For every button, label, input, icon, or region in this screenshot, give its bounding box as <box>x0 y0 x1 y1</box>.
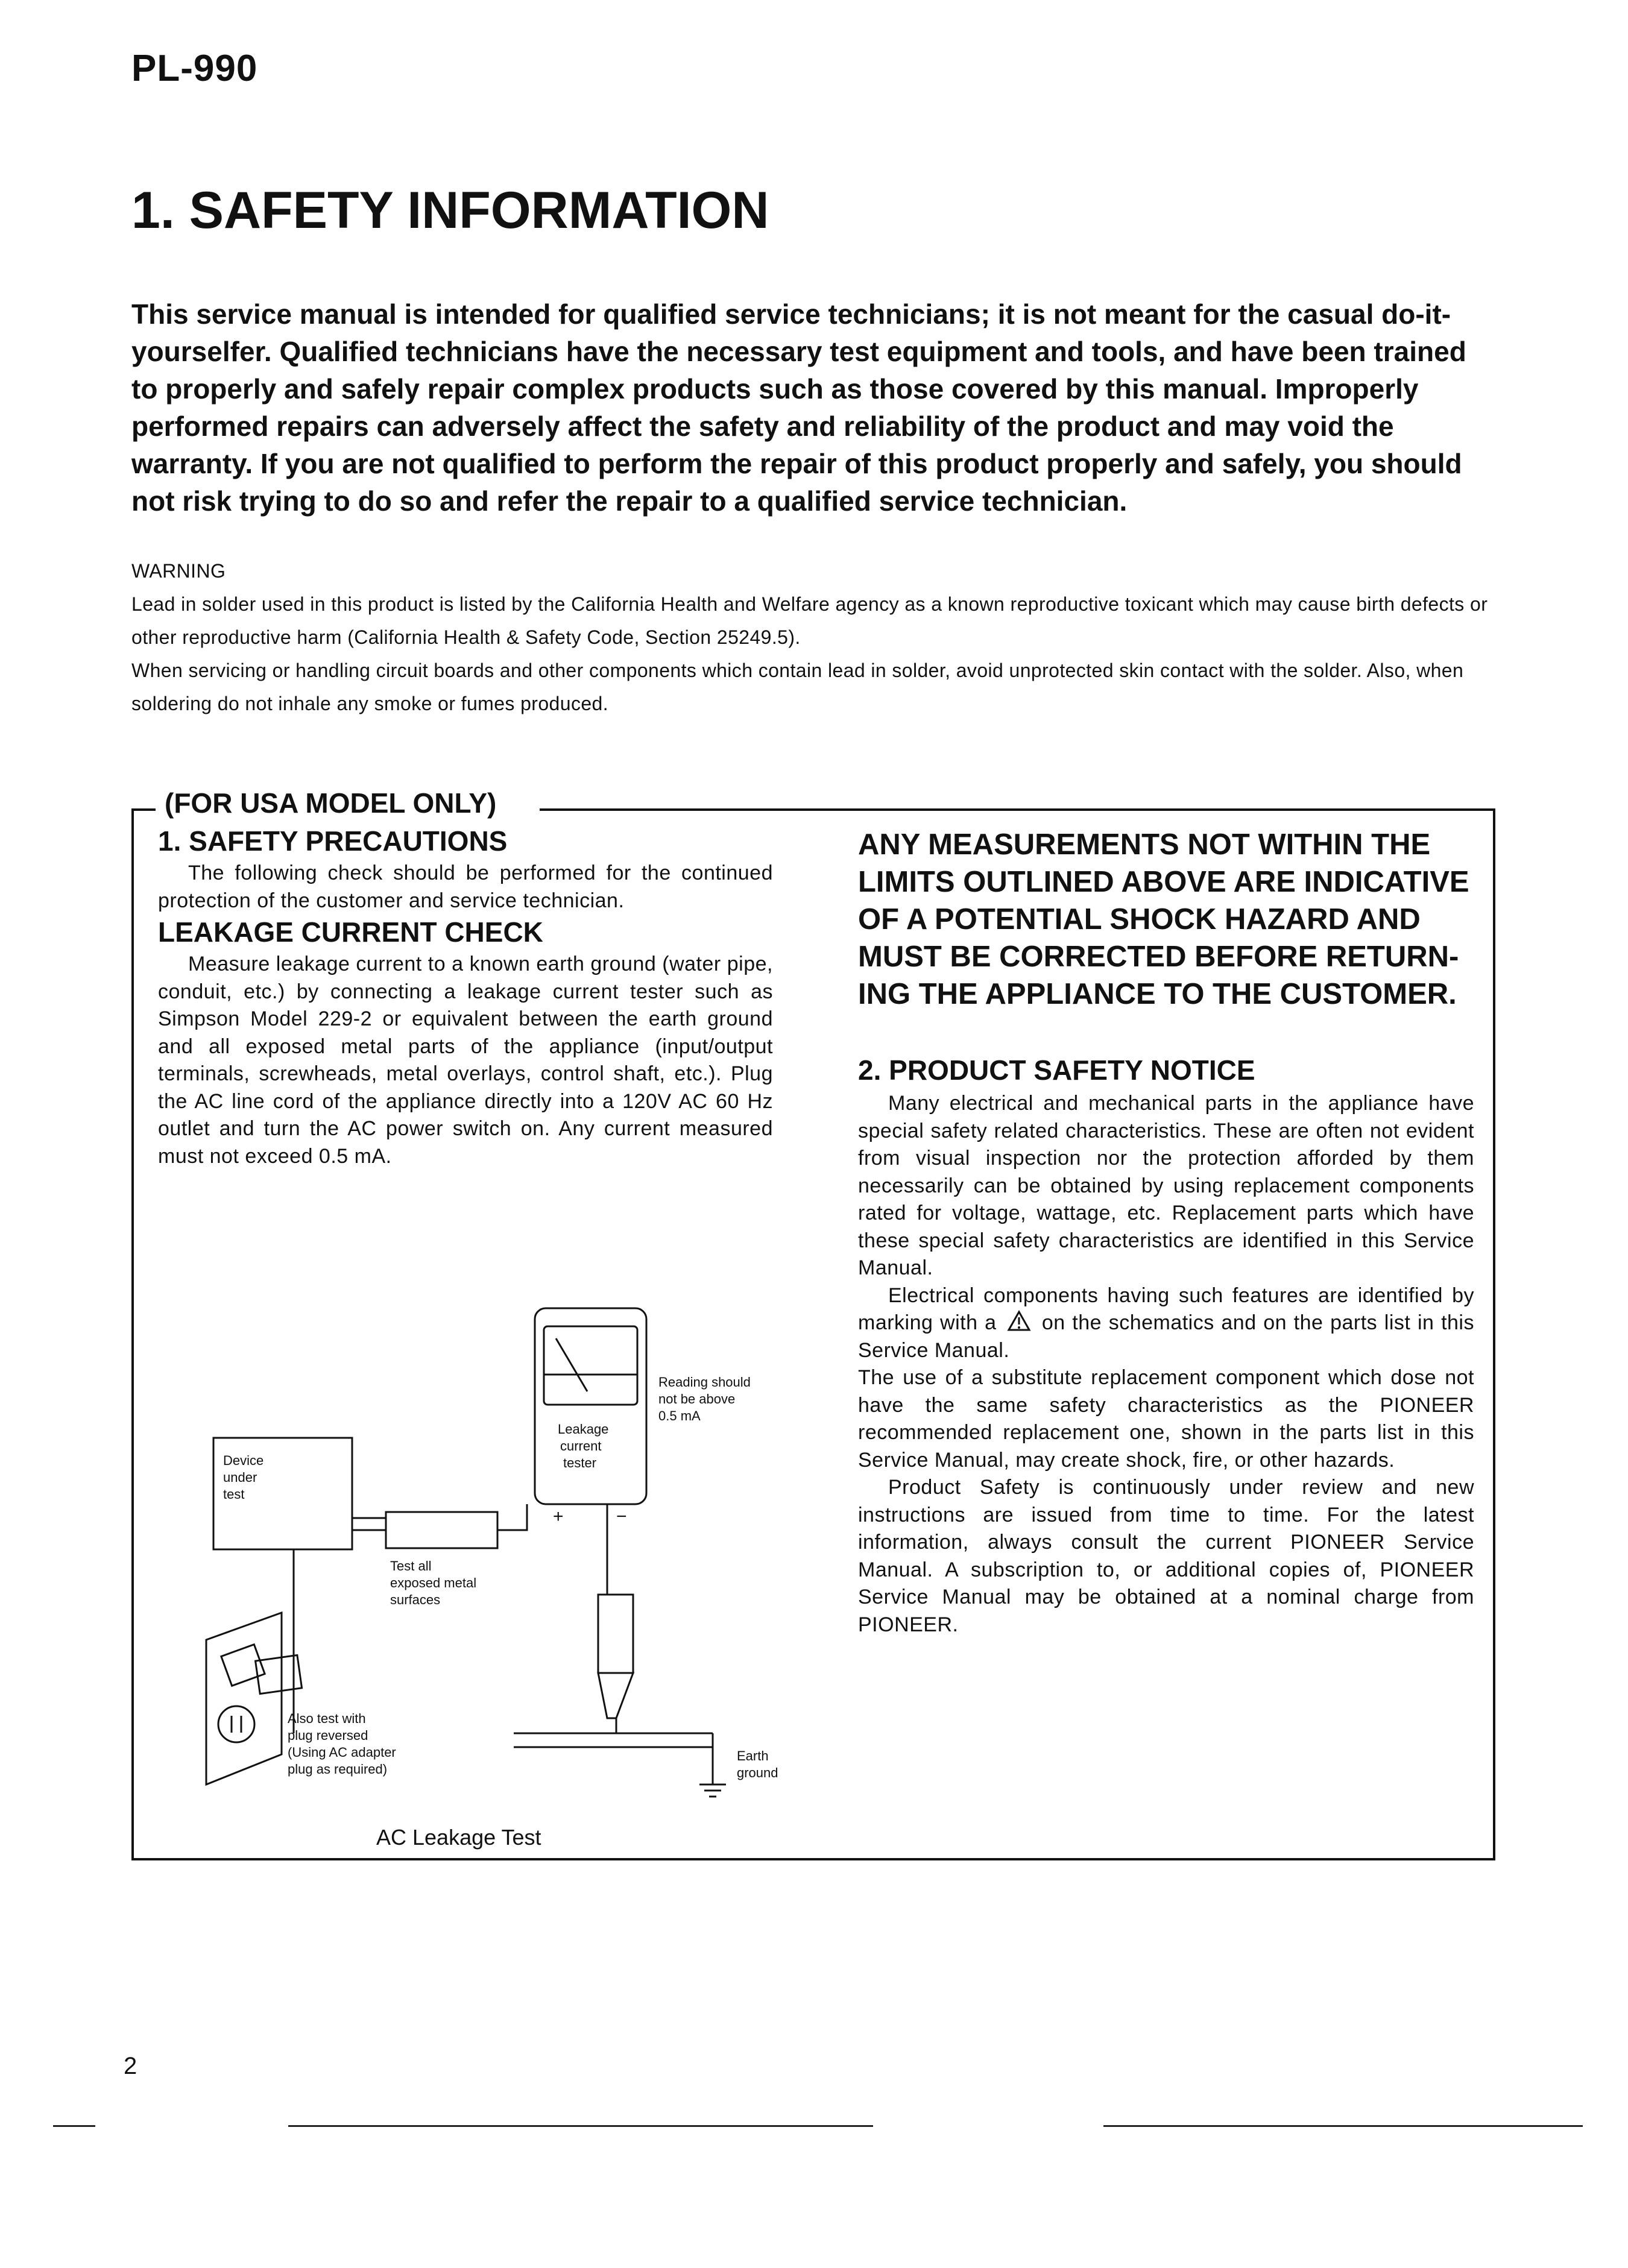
warning-line-1: Lead in solder used in this product is listed by the California Health and Welfare agency as a known reproductive toxicant which may cause birth defects or other reproductive harm (California Health & Safety Code, Section 25249.5). <box>131 593 1488 648</box>
earth-label-1: Earth <box>737 1748 769 1763</box>
page-number: 2 <box>124 2053 137 2079</box>
earth-label-2: ground <box>737 1765 778 1780</box>
leakage-check-text: Measure leakage current to a known earth ground (water pipe, conduit, etc.) by connecting a leakage current tester such as Simpson Model 229-2 or equivalent between the earth ground and all exposed metal parts of the appliance (input/output terminals, screwheads, metal overlays, control shaft, etc.). Plug the AC line cord of the appliance directly into a 120V AC 60 Hz outlet and turn the AC power switch on. Any current measured must not exceed 0.5 mA. <box>158 953 773 1168</box>
warning-label: WARNING <box>131 560 226 582</box>
device-label-3: test <box>223 1487 245 1502</box>
product-safety-notice-title: 2. PRODUCT SAFETY NOTICE <box>858 1054 1255 1086</box>
measurements-warning: ANY MEASUREMENTS NOT WITHIN THE LIMITS OUTLINED ABOVE ARE INDICATIVE OF A POTENTIAL SHOCK HAZARD AND MUST BE CORRECTED BEFORE RETURN-ING THE APPLIANCE TO THE CUSTOMER. <box>858 828 1469 1010</box>
notice-paragraph-2 <box>858 1282 1474 1365</box>
box-top-border-right <box>540 808 1495 811</box>
safety-precautions-text: The following check should be performed for the continued protection of the customer and service technician. <box>158 862 773 912</box>
notice-paragraph-4: Product Safety is continuously under review and new instructions are issued from time to time. For the latest information, always consult the current PIONEER Service Manual. A subscription to, or additional copies of, PIONEER Service Manual may be obtained at a nominal charge from PIONEER. <box>858 1476 1474 1636</box>
right-column <box>858 826 1474 1639</box>
ac-leakage-test-diagram <box>158 1284 821 1857</box>
plus-terminal: + <box>553 1507 564 1526</box>
device-label-2: under <box>223 1470 257 1485</box>
leakage-check-title: LEAKAGE CURRENT CHECK <box>158 916 543 948</box>
reverse-label-2: plug reversed <box>288 1728 368 1743</box>
notice-paragraph-1: Many electrical and mechanical parts in the appliance have special safety related characteristics. These are often not evident from visual inspection nor the protection afforded by them necessarily can be obtained by using replacement components rated for voltage, wattage, etc. Replacement parts which have these special safety characteristics are identified in this Service Manual. <box>858 1092 1474 1279</box>
reading-label-1: Reading should <box>658 1375 751 1390</box>
intro-paragraph: This service manual is intended for qualified service technicians; it is not meant for the casual do-it-yourselfer. Qualified technicians have the necessary test equipment and tools, and have been trained to properly and safely repair complex products such as those covered by this manual. Improperly performed repairs can adversely affect the safety and reliability of the product and may void the warranty. If you are not qualified to perform the repair of this product properly and safely, you should not risk trying to do so and refer the repair to a qualified service technician. <box>131 298 1466 517</box>
reverse-label-3: (Using AC adapter <box>288 1745 396 1760</box>
footer-rule-3 <box>1103 2125 1583 2127</box>
warning-line-2: When servicing or handling circuit boards and other components which contain lead in solder, avoid unprotected skin contact with the solder. Also, when soldering do not inhale any smoke or fumes produced. <box>131 660 1464 714</box>
tester-label-3: tester <box>563 1455 597 1470</box>
tester-label-1: Leakage <box>558 1422 609 1437</box>
notice-paragraph-3: The use of a substitute replacement component which dose not have the same safety characteristics as the PIONEER recommended replacement one, shown in the parts list in this Service Manual, may create shock, fire, or other hazards. <box>858 1366 1474 1472</box>
warning-block <box>131 555 1497 720</box>
minus-terminal: − <box>616 1507 627 1526</box>
test-label-2: exposed metal <box>390 1575 477 1590</box>
box-top-border-left <box>131 808 156 811</box>
warning-triangle-icon <box>1007 1310 1031 1332</box>
reading-label-3: 0.5 mA <box>658 1408 701 1423</box>
reading-label-2: not be above <box>658 1391 736 1406</box>
test-probe <box>386 1512 497 1548</box>
reverse-label-4: plug as required) <box>288 1762 388 1777</box>
tester-label-2: current <box>560 1438 602 1454</box>
footer-rule-1 <box>53 2125 95 2127</box>
notice-paragraph-2-end: on the schematics and on the parts list in this Service Manual. <box>858 1311 1474 1362</box>
test-label-1: Test all <box>390 1558 432 1573</box>
safety-precautions-title: 1. SAFETY PRECAUTIONS <box>158 825 508 857</box>
test-label-3: surfaces <box>390 1592 441 1607</box>
leakage-tester-box <box>535 1308 646 1504</box>
usa-model-heading: (FOR USA MODEL ONLY) <box>160 787 501 819</box>
earth-probe <box>598 1595 633 1673</box>
reverse-label-1: Also test with <box>288 1711 366 1726</box>
tester-meter-face <box>544 1326 637 1405</box>
model-number: PL-990 <box>131 48 258 89</box>
diagram-caption: AC Leakage Test <box>376 1825 541 1850</box>
left-column <box>158 825 773 1170</box>
notice-paragraph-2-start: Electrical components having such features are identified by marking with a <box>858 1284 1474 1334</box>
wall-outlet-icon <box>206 1613 282 1784</box>
section-title: 1. SAFETY INFORMATION <box>131 181 769 239</box>
device-label-1: Device <box>223 1453 264 1468</box>
footer-rule-2 <box>288 2125 873 2127</box>
